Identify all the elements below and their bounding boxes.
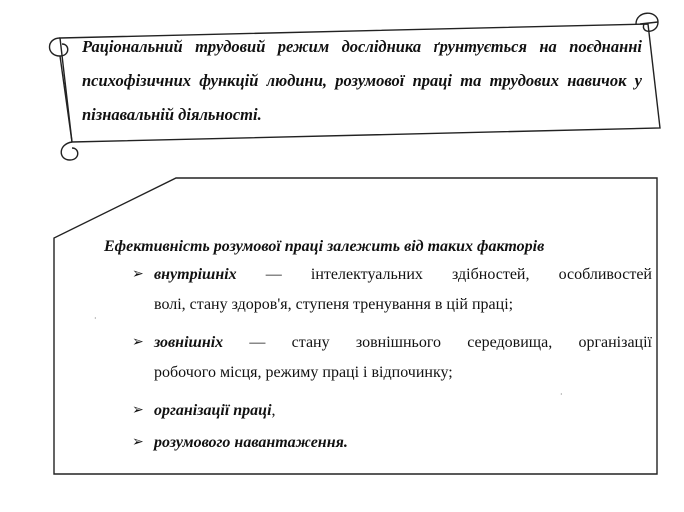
item-punctuation: . bbox=[343, 434, 348, 451]
scroll-text: Раціональний трудовий режим дослідника ґрунтується на поєднанні психофізичних функцій людини, розумової праці та трудових навичок у пізнавальній діяльності. bbox=[82, 37, 642, 124]
item-text: — інтелектуальних здібностей, особливостей bbox=[236, 266, 652, 283]
item-term: внутрішніх bbox=[154, 266, 237, 283]
arrow-bullet-icon: ➢ bbox=[132, 334, 144, 350]
arrow-bullet-icon: ➢ bbox=[132, 266, 144, 282]
list-item-internal bbox=[132, 258, 652, 291]
arrow-bullet-icon: ➢ bbox=[132, 434, 144, 450]
item-text: — стану зовнішнього середовища, організації bbox=[223, 334, 652, 351]
scan-speck: · bbox=[560, 390, 563, 399]
item-term: зовнішніх bbox=[154, 334, 224, 351]
item-continuation: робочого місця, режиму праці і відпочинку; bbox=[154, 364, 453, 381]
scan-speck: · bbox=[94, 314, 97, 323]
factors-title: Ефективність розумової праці залежить від таких факторів bbox=[104, 238, 545, 255]
item-term: організації праці bbox=[154, 402, 272, 419]
item-continuation: волі, стану здоров'я, ступеня тренування в цій праці; bbox=[154, 296, 514, 313]
arrow-bullet-icon: ➢ bbox=[132, 402, 144, 418]
list-item-mental-load bbox=[132, 426, 652, 459]
item-punctuation: , bbox=[271, 402, 276, 419]
item-term: розумового навантаження bbox=[154, 434, 344, 451]
list-item-external bbox=[132, 326, 652, 359]
list-item-work-organization bbox=[132, 394, 652, 427]
